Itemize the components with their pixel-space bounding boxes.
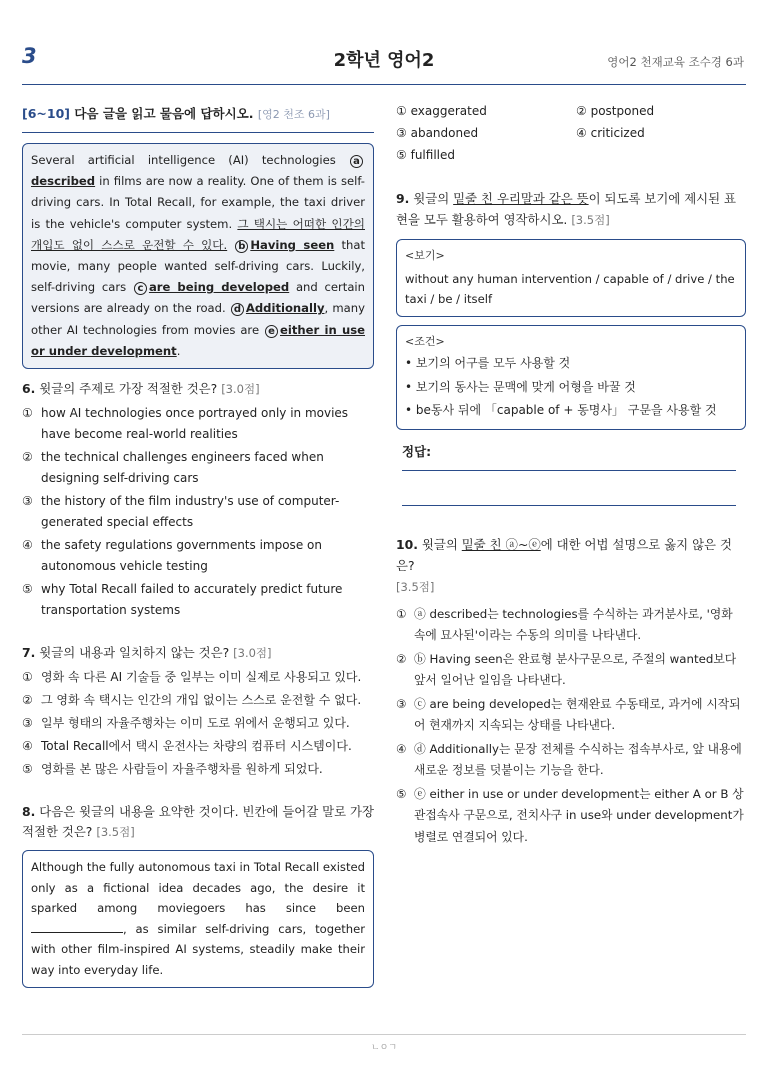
passage-text: and certain versions are already on the road. <box>31 280 365 316</box>
option-number: ④ <box>22 739 33 754</box>
option-number: ③ <box>22 716 33 731</box>
underlined-b: Having seen <box>250 237 335 252</box>
bogi-box <box>396 239 746 317</box>
option-text: why Total Recall failed to accurately predict future transportation systems <box>41 582 343 618</box>
section-instruction: 다음 글을 읽고 물음에 답하시오. <box>74 106 254 121</box>
answer-blank <box>31 922 123 933</box>
passage-text: . <box>176 343 181 358</box>
option-text: the technical challenges engineers faced when designing self-driving cars <box>41 450 324 486</box>
option-number: ③ <box>396 696 407 711</box>
option[interactable] <box>22 535 374 577</box>
option[interactable] <box>22 736 374 757</box>
section-heading <box>22 104 374 133</box>
option[interactable] <box>396 694 746 737</box>
section-range: [6~10] <box>22 106 70 121</box>
option[interactable] <box>396 649 746 692</box>
option-number: ③ <box>396 126 407 140</box>
option-number: ④ <box>22 538 33 553</box>
option-number: ① <box>22 670 33 685</box>
question-number: 6. <box>22 381 36 397</box>
option-text: ⓐ described는 technologies를 수식하는 과거분사로, '영화 속에 묘사된'이라는 수동의 의미를 나타낸다. <box>414 606 733 643</box>
option-number: ① <box>396 104 407 118</box>
q10-options <box>396 604 746 849</box>
option[interactable] <box>22 667 374 688</box>
q6-options <box>22 403 374 621</box>
answer-line[interactable] <box>402 470 736 471</box>
header-divider <box>22 84 746 85</box>
question-underlined: 밑줄 친 ⓐ~ⓔ <box>461 536 541 552</box>
marker-c: c <box>134 282 147 295</box>
option[interactable] <box>396 122 576 144</box>
option-number: ④ <box>576 126 587 140</box>
bogi-label: <보기> <box>405 249 445 262</box>
question-points: [3.0점] <box>221 382 260 397</box>
marker-d: d <box>231 303 244 316</box>
question-text: 다음은 윗글의 내용을 요약한 것이다. 빈칸에 들어갈 말로 가장 적절한 것은? <box>22 804 374 840</box>
option-text: ⓔ either in use or under development는 either A or B 상관접속사 구문으로, 전치사구 in use와 under development가 병렬로 연결되어 있다. <box>414 786 744 844</box>
option-text: abandoned <box>410 126 479 140</box>
option-text: ⓒ are being developed는 현재완료 수동태로, 과거에 시작되어 현재까지 지속되는 상태를 나타낸다. <box>414 696 741 733</box>
section-tag: [영2 천조 6과] <box>257 108 330 121</box>
question-number: 7. <box>22 645 36 661</box>
passage-text: that movie, many people wanted self-driving cars. Luckily, self-driving cars <box>31 237 365 295</box>
option-text: 일부 형태의 자율주행차는 이미 도로 위에서 운행되고 있다. <box>41 716 350 731</box>
page-title: 2학년 영어2 <box>333 50 435 71</box>
right-column <box>396 100 746 850</box>
option-number: ① <box>22 406 33 421</box>
option-number: ② <box>22 450 33 465</box>
option-number: ⑤ <box>22 762 33 777</box>
marker-a: a <box>350 155 363 168</box>
question-number: 10. <box>396 536 418 552</box>
option[interactable] <box>22 713 374 734</box>
condition-box <box>396 325 746 430</box>
option[interactable] <box>22 579 374 621</box>
summary-text: , as similar self-driving cars, together with other film-inspired AI systems, steadily make their way into everyday life. <box>31 921 365 977</box>
question-6 <box>22 379 374 399</box>
option[interactable] <box>396 739 746 782</box>
q8-options <box>396 100 746 166</box>
question-number: 8. <box>22 804 36 820</box>
option[interactable] <box>576 122 746 144</box>
option-text: how AI technologies once portrayed only in movies have become real-world realities <box>41 406 349 442</box>
question-10 <box>396 534 746 598</box>
reading-passage <box>22 143 374 369</box>
option[interactable] <box>22 447 374 489</box>
footer-divider <box>22 1034 746 1035</box>
option-text: ⓓ Additionally는 문장 전체를 수식하는 접속부사로, 앞 내용에 새로운 정보를 덧붙이는 기능을 한다. <box>414 741 742 778</box>
option[interactable] <box>576 100 746 122</box>
footer-text: ㄴㅇㄱ <box>370 1043 398 1053</box>
option-text: Total Recall에서 택시 운전사는 차량의 컴퓨터 시스템이다. <box>41 739 352 754</box>
option-text: ⓑ Having seen은 완료형 분사구문으로, 주절의 wanted보다 앞서 일어난 일임을 나타낸다. <box>414 651 737 688</box>
answer-label: 정답: <box>402 443 432 459</box>
underlined-d: Additionally <box>245 301 325 316</box>
option-number: ① <box>396 606 407 621</box>
option[interactable] <box>396 100 576 122</box>
option-text: 그 영화 속 택시는 인간의 개입 없이는 스스로 운전할 수 없다. <box>41 693 362 708</box>
marker-b: b <box>235 240 248 253</box>
question-text: 윗글의 내용과 일치하지 않는 것은? <box>39 645 230 661</box>
question-text: 에 대한 어법 설명으로 옳지 않은 것은? <box>396 536 732 573</box>
question-points: [3.5점] <box>96 825 135 840</box>
option-number: ④ <box>396 741 407 756</box>
underlined-c: are being developed <box>148 280 290 295</box>
condition-label: <조건> <box>405 334 445 348</box>
bogi-text: without any human intervention / capable of / drive / the taxi / be / itself <box>405 271 735 307</box>
condition-item: • be동사 뒤에 「capable of + 동명사」 구문을 사용할 것 <box>405 403 717 418</box>
option-number: ② <box>576 104 587 118</box>
marker-e: e <box>265 325 278 338</box>
question-text: 윗글의 <box>413 191 454 206</box>
question-7 <box>22 643 374 663</box>
page-subtitle: 영어2 천재교육 조수경 6과 <box>607 55 744 69</box>
option-text: the history of the film industry's use of computer-generated special effects <box>41 494 340 530</box>
passage-text <box>227 238 234 252</box>
option-number: ⑤ <box>396 786 407 801</box>
question-points: [3.5점] <box>571 213 610 227</box>
question-9 <box>396 188 746 231</box>
option-text: 영화를 본 많은 사람들이 자율주행차를 원하게 되었다. <box>41 762 323 777</box>
passage-text: , many other AI technologies from movies are <box>31 301 365 337</box>
option[interactable] <box>22 491 374 533</box>
condition-item: • 보기의 동사는 문맥에 맞게 어형을 바꿀 것 <box>405 379 636 394</box>
question-points: [3.5점] <box>396 579 435 594</box>
question-text: 윗글의 <box>421 536 462 552</box>
question-text: 윗글의 주제로 가장 적절한 것은? <box>39 381 218 397</box>
condition-item: • 보기의 어구를 모두 사용할 것 <box>405 356 571 371</box>
option-text: 영화 속 다른 AI 기술들 중 일부는 이미 실제로 사용되고 있다. <box>41 670 362 685</box>
option[interactable] <box>22 690 374 711</box>
summary-text: Although the fully autonomous taxi in Total Recall existed only as a fictional idea decades ago, the desire it sparked among moviegoers has since been <box>31 860 365 916</box>
option-text: the safety regulations governments impose on autonomous vehicle testing <box>41 538 322 574</box>
option-number: ⑤ <box>22 582 33 597</box>
answer-line[interactable] <box>402 505 736 506</box>
option-number: ② <box>396 651 407 666</box>
option-text: criticized <box>590 126 645 140</box>
option-number: ② <box>22 693 33 708</box>
option-number: ③ <box>22 494 33 509</box>
underlined-e: either in use or under development <box>31 322 365 358</box>
question-text: 이 되도록 보기에 제시된 표현을 모두 활용하여 영작하시오. <box>396 191 737 227</box>
option[interactable] <box>22 403 374 445</box>
option[interactable] <box>396 144 576 166</box>
question-points: [3.0점] <box>233 646 272 661</box>
passage-text: in films are now a reality. One of them is self-driving cars. In Total Recall, for example, the taxi driver is the vehicle's computer system. <box>31 174 365 231</box>
summary-box <box>22 850 374 988</box>
left-column <box>22 104 374 988</box>
underlined-a: described <box>31 174 96 189</box>
option-number: ⑤ <box>396 148 407 162</box>
question-number: 9. <box>396 191 410 206</box>
option[interactable] <box>22 759 374 780</box>
option-text: fulfilled <box>410 148 455 162</box>
page-number: 3 <box>22 44 37 68</box>
option[interactable] <box>396 784 746 849</box>
question-8 <box>22 802 374 842</box>
option-text: postponed <box>590 104 655 118</box>
underlined-korean: 그 택시는 어떠한 인간의 개입도 없이 스스로 운전할 수 있다. <box>31 216 365 252</box>
passage-text: Several artificial intelligence (AI) technologies <box>31 153 349 167</box>
question-underlined: 밑줄 친 우리말과 같은 뜻 <box>453 191 589 206</box>
q7-options <box>22 667 374 780</box>
option-text: exaggerated <box>410 104 487 118</box>
option[interactable] <box>396 604 746 647</box>
